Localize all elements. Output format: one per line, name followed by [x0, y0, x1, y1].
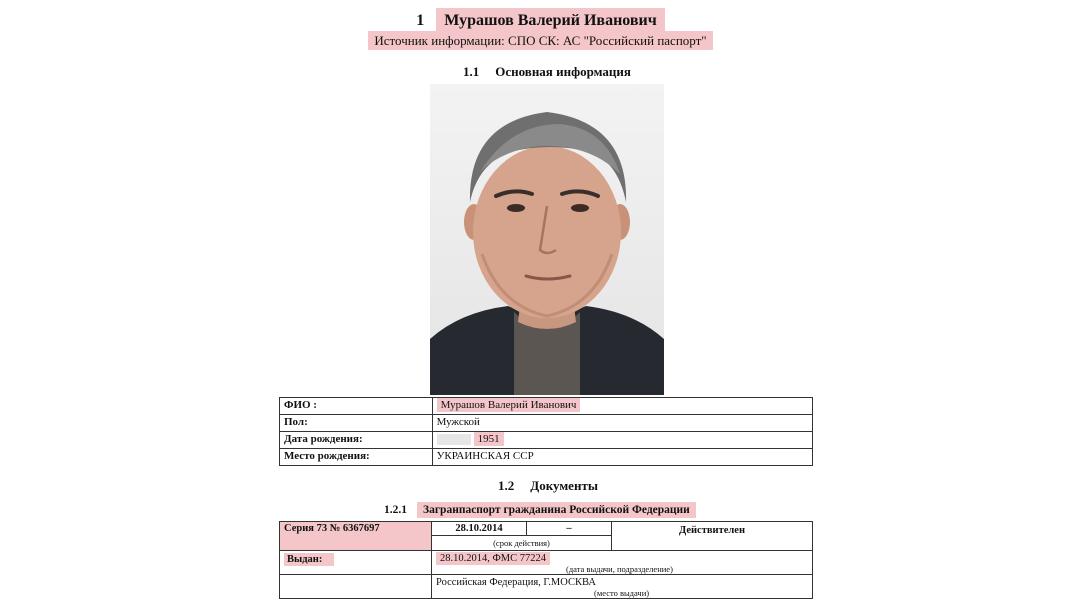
subsection-title: Загранпаспорт гражданина Российской Федерации — [417, 502, 696, 518]
gender-value: Мужской — [432, 415, 812, 432]
passport-series: Серия 73 № 6367697 — [280, 522, 432, 551]
row-value — [432, 398, 812, 415]
table-row — [280, 551, 813, 575]
validity-date: 28.10.2014 — [432, 522, 527, 535]
section-basic-heading — [463, 64, 631, 80]
section-docs-number: 1.2 — [498, 478, 515, 493]
source-text: Источник информации: СПО СК: АС "Российский паспорт" — [368, 31, 712, 50]
row-value — [432, 432, 812, 449]
place-caption: (место выдачи) — [594, 588, 650, 598]
validity-cell — [432, 522, 612, 551]
issued-value-line — [436, 553, 808, 564]
row-label: Место рождения: — [280, 449, 433, 466]
fio-value: Мурашов Валерий Иванович — [437, 398, 581, 412]
row-label: ФИО : — [280, 398, 433, 415]
subsection-number: 1.2.1 — [384, 504, 407, 516]
issued-label-cell — [280, 551, 432, 575]
person-photo — [430, 84, 664, 395]
source-line — [0, 31, 1081, 51]
redacted-mask — [437, 434, 471, 445]
issued-label: Выдан: — [284, 553, 334, 566]
empty-cell — [280, 575, 432, 599]
issued-value: 28.10.2014, ФМС 77224 — [436, 552, 550, 565]
table-row — [280, 575, 813, 599]
passport-table — [279, 521, 813, 599]
portrait-image — [430, 84, 664, 395]
section-basic-title: Основная информация — [495, 64, 631, 79]
issued-caption: (дата выдачи, подразделение) — [566, 564, 673, 574]
place-value: Российская Федерация, Г.МОСКВА — [436, 577, 596, 588]
section-docs-title: Документы — [530, 478, 598, 493]
table-row — [280, 398, 813, 415]
table-row — [280, 432, 813, 449]
table-row — [280, 415, 813, 432]
person-number: 1 — [416, 12, 425, 29]
person-name: Мурашов Валерий Иванович — [436, 8, 665, 33]
section-docs-heading — [498, 478, 598, 494]
row-label: Пол: — [280, 415, 433, 432]
section-basic-number: 1.1 — [463, 64, 480, 79]
subsection-heading — [384, 504, 696, 516]
row-label: Дата рождения: — [280, 432, 433, 449]
birthplace-value: УКРАИНСКАЯ ССР — [432, 449, 812, 466]
place-cell — [432, 575, 813, 599]
validity-dates — [432, 522, 611, 536]
table-row — [280, 522, 813, 551]
issued-cell — [432, 551, 813, 575]
validity-caption: (срок действия) — [493, 538, 550, 548]
passport-status: Действителен — [612, 522, 813, 551]
table-row — [280, 449, 813, 466]
birth-date-value: 1951 — [474, 432, 504, 446]
basic-info-table — [279, 397, 813, 466]
validity-dash: – — [566, 523, 572, 534]
